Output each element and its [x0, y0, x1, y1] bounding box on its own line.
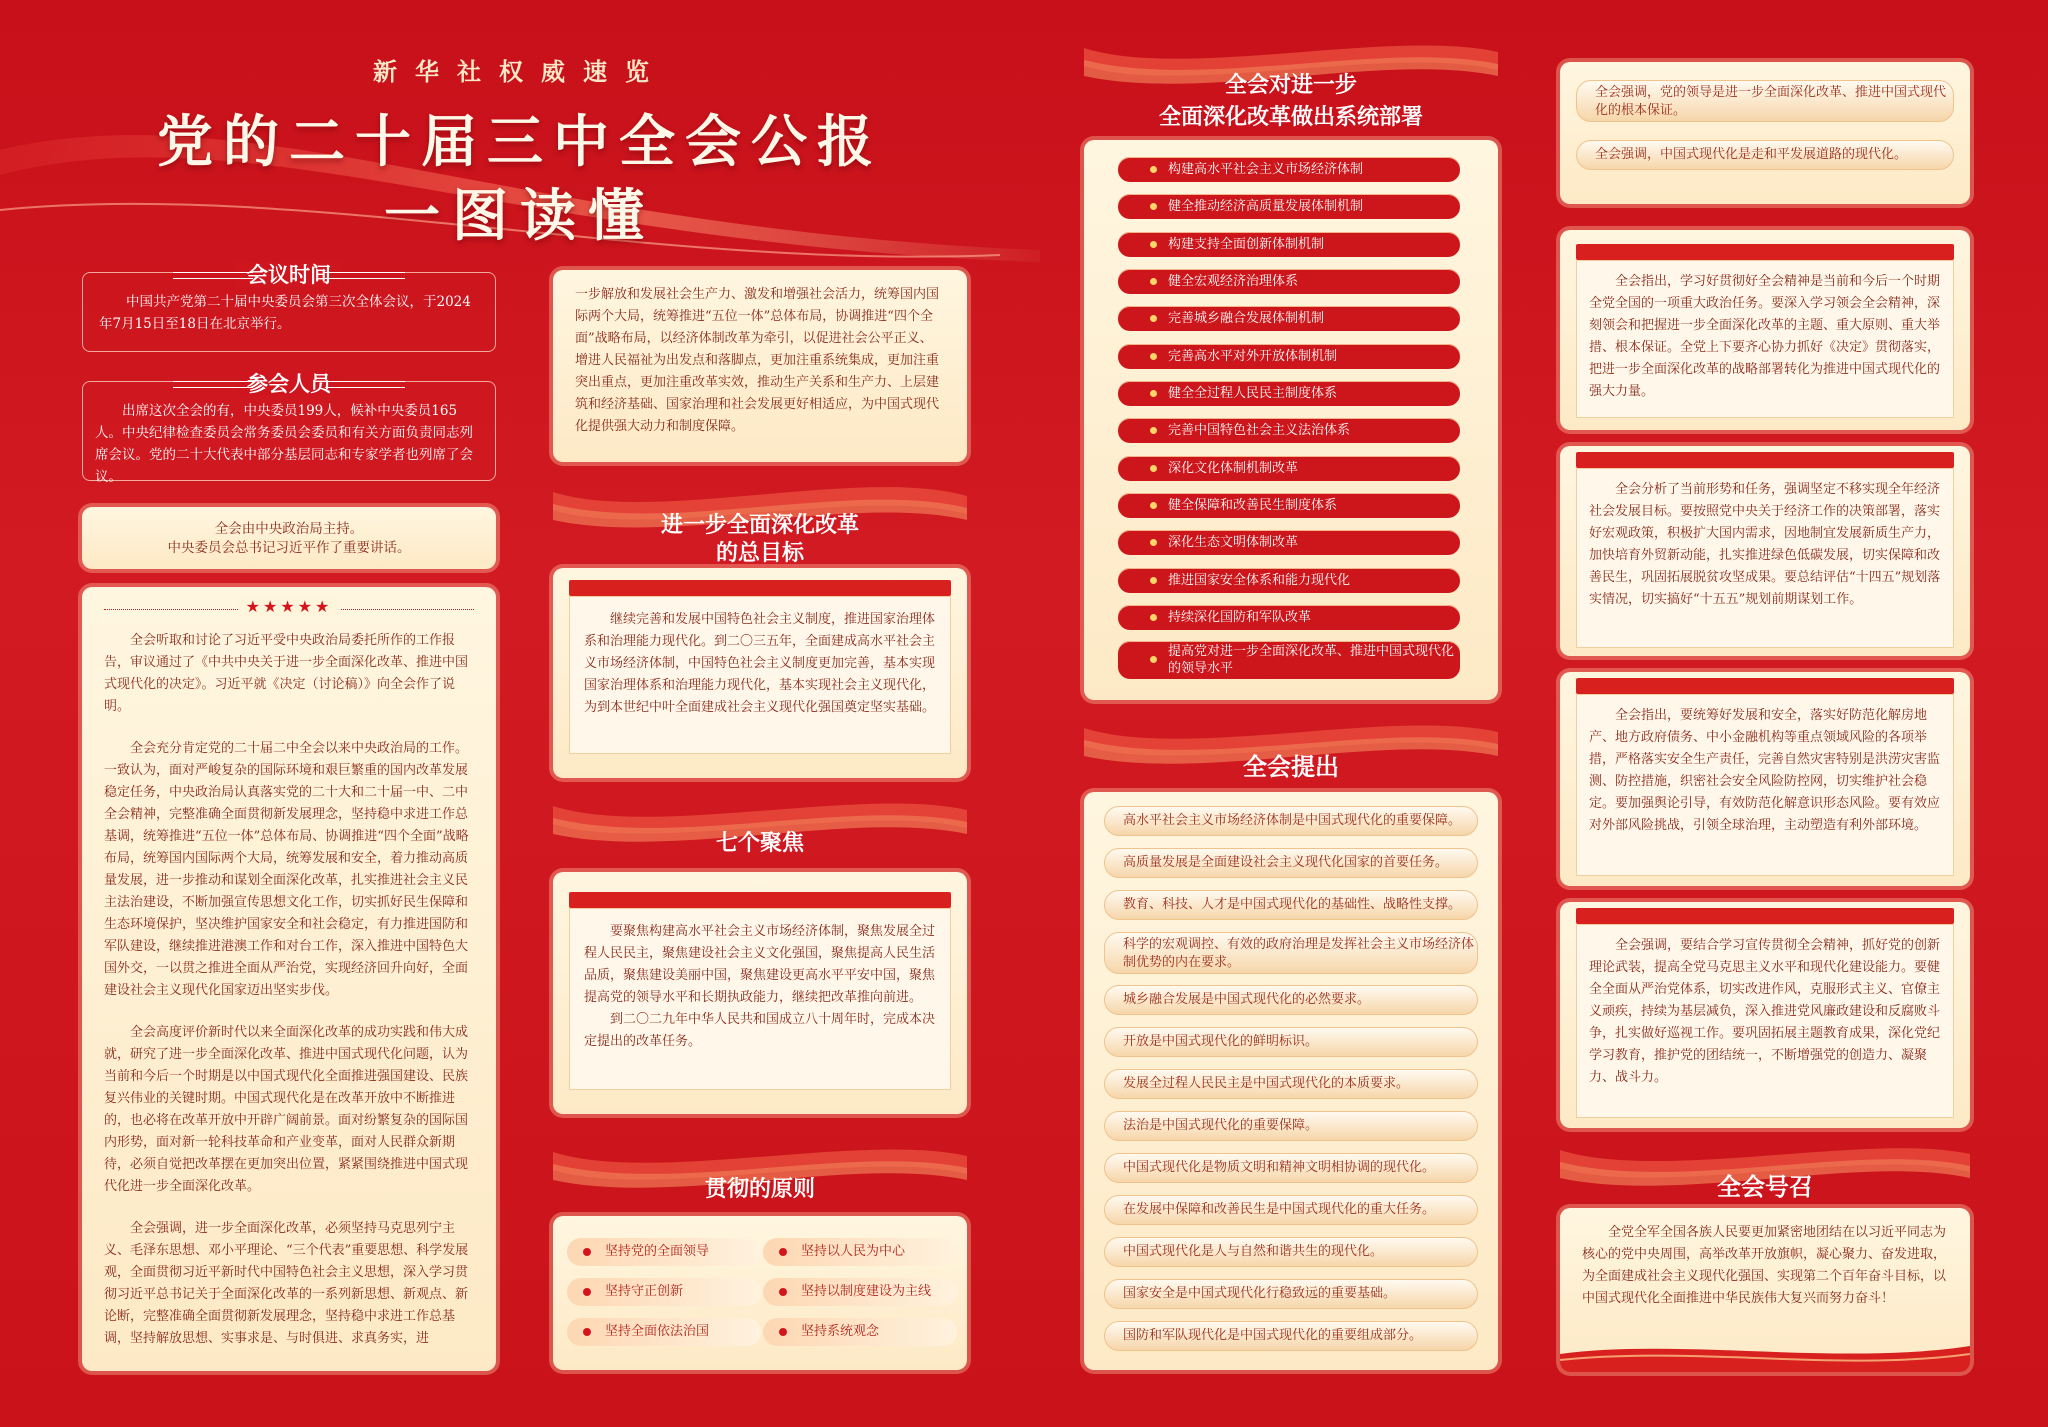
seven-focus-text-1: 要聚焦构建高水平社会主义市场经济体制，聚焦发展全过程人民民主，聚焦建设社会主义文化强国，聚焦提高人民生活品质，聚焦建设美丽中国，聚焦建设更高水平平安中国，聚焦提高党的领导水平和长期执政能力，继续把改革推向前进。	[584, 924, 936, 1005]
deploy-heading-line2: 全面深化改革做出系统部署	[1158, 104, 1423, 130]
goal-panel	[553, 568, 967, 778]
seven-focus-heading: 七个聚焦	[715, 830, 804, 856]
seven-focus-panel	[553, 872, 967, 1114]
goal-panel-bar	[569, 580, 951, 596]
emphasis-panel	[1560, 62, 1970, 204]
proposed-item: 国家安全是中国式现代化行稳致远的重要基础。	[1104, 1279, 1478, 1309]
seven-focus-panel-inner	[569, 908, 951, 1090]
study-text: 全会指出，学习好贯彻好全会精神是当前和今后一个时期全党全国的一项重大政治任务。要深入学习领会全会精神，深刻领会和把握进一步全面深化改革的主题、重大原则、重大举措、根本保证。全党上下要齐心协力抓好《决定》贯彻落实，把进一步全面深化改革的战略部署转化为推进中国式现代化的强大力量。	[1589, 274, 1941, 399]
deploy-item: 完善高水平对外开放体制机制	[1118, 344, 1460, 369]
bullet-dot-icon	[583, 1248, 591, 1256]
proposed-item: 科学的宏观调控、有效的政府治理是发挥社会主义市场经济体制优势的内在要求。	[1104, 932, 1478, 974]
host-line1: 全会由中央政治局主持。	[214, 521, 364, 537]
meeting-time-section	[82, 262, 496, 352]
host-line2: 中央委员会总书记习近平作了重要讲话。	[167, 540, 411, 556]
security-text: 全会指出，要统筹好发展和安全，落实好防范化解房地产、地方政府债务、中小金融机构等重点领域风险的各项举措，严格落实安全生产责任，完善自然灾害特别是洪涝灾害监测、防控措施，织密社会安全风险防控网，切实维护社会稳定。要加强舆论引导，有效防范化解意识形态风险。要有效应对外部风险挑战，引领全球治理，主动塑造有利外部环境。	[1589, 708, 1941, 833]
bullet-dot-icon	[1150, 502, 1157, 509]
participants-heading: 参会人员	[83, 368, 495, 398]
goal-heading-line1: 进一步全面深化改革	[660, 512, 859, 538]
principle-item: 坚持守正创新	[567, 1278, 761, 1306]
bullet-dot-icon	[1150, 315, 1157, 322]
bullet-dot-icon	[1150, 241, 1157, 248]
security-panel	[1560, 672, 1970, 886]
deploy-item: 健全保障和改善民生制度体系	[1118, 493, 1460, 518]
proposed-item: 教育、科技、人才是中国式现代化的基础性、战略性支撑。	[1104, 890, 1478, 920]
bullet-dot-icon	[1150, 278, 1157, 285]
participants-section	[82, 371, 496, 485]
bullet-dot-icon	[779, 1328, 787, 1336]
goal-heading-banner	[553, 474, 967, 564]
summary-paragraph-1: 全会听取和讨论了习近平受中央政治局委托所作的工作报告，审议通过了《中共中央关于进一步全面深化改革、推进中国式现代化的决定》。习近平就《决定（讨论稿）》向全会作了说明。	[104, 633, 469, 714]
situation-text: 全会分析了当前形势和任务，强调坚定不移实现全年经济社会发展目标。要按照党中央关于经济工作的决策部署，落实好宏观政策，积极扩大国内需求，因地制宜发展新质生产力，加快培育外贸新动能，扎实推进绿色低碳发展，切实保障和改善民生，巩固拓展脱贫攻坚成果。要总结评估“十四五”规划落实情况，切实搞好“十五五”规划前期谋划工作。	[1589, 482, 1941, 607]
call-text: 全党全军全国各族人民要更加紧密地团结在以习近平同志为核心的党中央周围，高举改革开放旗帜，凝心聚力、奋发进取，为全面建成社会主义现代化强国、实现第二个百年奋斗目标，以中国式现代化全面推进中华民族伟大复兴而努力奋斗！	[1582, 1225, 1947, 1306]
bullet-dot-icon	[1150, 166, 1157, 173]
deploy-heading-line1: 全会对进一步	[1224, 72, 1357, 98]
bullet-dot-icon	[1150, 353, 1157, 360]
party-building-panel-inner	[1576, 924, 1954, 1118]
bullet-dot-icon	[1150, 577, 1157, 584]
party-building-text: 全会强调，要结合学习宣传贯彻全会精神，抓好党的创新理论武装，提高全党马克思主义水平和现代化建设能力。要健全全面从严治党体系，切实改进作风，克服形式主义、官僚主义顽疾，持续为基层减负，深入推进党风廉政建设和反腐败斗争，扎实做好巡视工作。要巩固拓展主题教育成果，深化党纪学习教育，推护党的团结统一，不断增强党的创造力、凝聚力、战斗力。	[1589, 938, 1941, 1085]
proposed-item: 高质量发展是全面建设社会主义现代化国家的首要任务。	[1104, 848, 1478, 878]
goal-text: 继续完善和发展中国特色社会主义制度，推进国家治理体系和治理能力现代化。到二〇三五年，全面建成高水平社会主义市场经济体制，中国特色社会主义制度更加完善，基本实现国家治理体系和治理能力现代化，基本实现社会主义现代化，为到本世纪中叶全面建成社会主义现代化强国奠定坚实基础。	[584, 612, 936, 715]
principles-panel	[553, 1216, 967, 1370]
host-box	[82, 507, 496, 569]
seven-focus-text-2: 到二〇二九年中华人民共和国成立八十周年时，完成本决定提出的改革任务。	[584, 1012, 936, 1049]
proposed-item: 法治是中国式现代化的重要保障。	[1104, 1111, 1478, 1141]
proposed-heading-banner	[1084, 718, 1498, 788]
page-title-line2: 一图读懂	[384, 183, 656, 249]
principle-item: 坚持全面依法治国	[567, 1318, 761, 1346]
participants-text: 出席这次全会的有，中央委员199人，候补中央委员165人。中央纪律检查委员会常务委员会委员和有关方面负责同志列席会议。党的二十大代表中部分基层同志和专家学者也列席了会议。	[95, 403, 473, 485]
deploy-item: 健全推动经济高质量发展体制机制	[1118, 194, 1460, 219]
deploy-item: 健全宏观经济治理体系	[1118, 269, 1460, 294]
header-subtitle: 新华社权威速览	[373, 57, 667, 86]
stars-icon: ★★★★★	[238, 597, 341, 616]
call-heading-banner	[1560, 1144, 1970, 1208]
situation-panel	[1560, 446, 1970, 656]
bullet-dot-icon	[1150, 656, 1157, 663]
bullet-dot-icon	[1150, 539, 1157, 546]
bullet-dot-icon	[1150, 427, 1157, 434]
panel-bar	[1576, 244, 1954, 260]
deploy-item: 提高党对进一步全面深化改革、推进中国式现代化的领导水平	[1118, 641, 1460, 679]
principle-item: 坚持以制度建设为主线	[763, 1278, 957, 1306]
principle-item: 坚持以人民为中心	[763, 1238, 957, 1266]
deploy-item: 构建高水平社会主义市场经济体制	[1118, 157, 1460, 182]
deploy-item: 持续深化国防和军队改革	[1118, 605, 1460, 630]
bullet-dot-icon	[583, 1328, 591, 1336]
header	[0, 0, 1060, 270]
bottom-wave-decoration	[1560, 1332, 1970, 1372]
stars-divider	[104, 597, 474, 616]
principles-heading-banner	[553, 1142, 967, 1212]
deploy-item: 完善中国特色社会主义法治体系	[1118, 418, 1460, 443]
proposed-item: 在发展中保障和改善民生是中国式现代化的重大任务。	[1104, 1195, 1478, 1225]
continuation-text: 一步解放和发展社会生产力、激发和增强社会活力，统筹国内国际两个大局，统筹推进“五位一体”总体布局，协调推进“四个全面”战略布局，以经济体制改革为牵引，以促进社会公平正义、增进人民福祉为出发点和落脚点，更加注重系统集成，更加注重突出重点，更加注重改革实效，推动生产关系和生产力、上层建筑和经济基础、国家治理和社会发展更好相适应，为中国式现代化提供强大动力和制度保障。	[575, 287, 940, 434]
proposed-item: 开放是中国式现代化的鲜明标识。	[1104, 1027, 1478, 1057]
proposed-item: 中国式现代化是物质文明和精神文明相协调的现代化。	[1104, 1153, 1478, 1183]
situation-panel-inner	[1576, 468, 1954, 648]
proposed-item: 高水平社会主义市场经济体制是中国式现代化的重要保障。	[1104, 806, 1478, 836]
bullet-dot-icon	[1150, 390, 1157, 397]
security-panel-inner	[1576, 694, 1954, 876]
goal-panel-inner	[569, 596, 951, 754]
proposed-item: 中国式现代化是人与自然和谐共生的现代化。	[1104, 1237, 1478, 1267]
panel-bar	[1576, 452, 1954, 468]
deploy-heading-banner	[1084, 40, 1498, 136]
bullet-dot-icon	[1150, 203, 1157, 210]
study-panel-inner	[1576, 260, 1954, 418]
emphasis-item: 全会强调，中国式现代化是走和平发展道路的现代化。	[1576, 140, 1954, 170]
panel-bar	[1576, 908, 1954, 924]
continuation-panel	[553, 270, 967, 462]
meeting-time-text: 中国共产党第二十届中央委员会第三次全体会议，于2024年7月15日至18日在北京举行。	[99, 294, 471, 332]
seven-focus-panel-bar	[569, 892, 951, 908]
proposed-panel	[1084, 792, 1498, 1370]
principle-item: 坚持党的全面领导	[567, 1238, 761, 1266]
deploy-item: 完善城乡融合发展体制机制	[1118, 306, 1460, 331]
meeting-time-heading: 会议时间	[83, 259, 495, 289]
bullet-dot-icon	[779, 1288, 787, 1296]
deploy-item: 构建支持全面创新体制机制	[1118, 232, 1460, 257]
proposed-heading: 全会提出	[1243, 752, 1339, 781]
emphasis-item: 全会强调，党的领导是进一步全面深化改革、推进中国式现代化的根本保证。	[1576, 80, 1954, 122]
principles-heading: 贯彻的原则	[704, 1176, 815, 1202]
seven-focus-heading-banner	[553, 796, 967, 866]
deploy-item: 深化文化体制机制改革	[1118, 456, 1460, 481]
goal-heading-line2: 的总目标	[715, 540, 804, 566]
bullet-dot-icon	[779, 1248, 787, 1256]
bullet-dot-icon	[1150, 465, 1157, 472]
page-title: 党的二十届三中全会公报	[157, 109, 883, 175]
deploy-panel	[1084, 140, 1498, 700]
summary-panel	[82, 587, 496, 1371]
panel-bar	[1576, 678, 1954, 694]
call-heading: 全会号召	[1717, 1172, 1813, 1201]
summary-paragraph-2: 全会充分肯定党的二十届二中全会以来中央政治局的工作。一致认为，面对严峻复杂的国际环境和艰巨繁重的国内改革发展稳定任务，中央政治局认真落实党的二十大和二十届一中、二中全会精神，完整准确全面贯彻新发展理念，坚持稳中求进工作总基调，统筹推进“五位一体”总体布局、协调推进“四个全面”战略布局，统筹国内国际两个大局，统筹发展和安全，着力推动高质量发展，进一步推动和谋划全面深化改革，扎实推进社会主义民主法治建设，不断加强宣传思想文化工作，切实抓好民生保障和生态环境保护，坚决维护国家安全和社会稳定，有力推进国防和军队建设，继续推进港澳工作和对台工作，深入推进中国特色大国外交，一以贯之推进全面从严治党，实现经济回升向好，全面建设社会主义现代化国家迈出坚实步伐。	[104, 741, 469, 998]
principle-item: 坚持系统观念	[763, 1318, 957, 1346]
study-panel	[1560, 230, 1970, 430]
summary-paragraph-3: 全会高度评价新时代以来全面深化改革的成功实践和伟大成就，研究了进一步全面深化改革、推进中国式现代化问题，认为当前和今后一个时期是以中国式现代化全面推进强国建设、民族复兴伟业的关键时期。中国式现代化是在改革开放中不断推进的，也必将在改革开放中开辟广阔前景。面对纷繁复杂的国际国内形势，面对新一轮科技革命和产业变革，面对人民群众新期待，必须自觉把改革摆在更加突出位置，紧紧围绕推进中国式现代化进一步全面深化改革。	[104, 1025, 469, 1194]
party-building-panel	[1560, 902, 1970, 1128]
proposed-item: 发展全过程人民民主是中国式现代化的本质要求。	[1104, 1069, 1478, 1099]
proposed-item: 国防和军队现代化是中国式现代化的重要组成部分。	[1104, 1321, 1478, 1351]
deploy-item: 推进国家安全体系和能力现代化	[1118, 568, 1460, 593]
bullet-dot-icon	[583, 1288, 591, 1296]
summary-paragraph-4: 全会强调，进一步全面深化改革，必须坚持马克思列宁主义、毛泽东思想、邓小平理论、“三个代表”重要思想、科学发展观，全面贯彻习近平新时代中国特色社会主义思想，深入学习贯彻习近平总书记关于全面深化改革的一系列新思想、新观点、新论断，完整准确全面贯彻新发展理念，坚持稳中求进工作总基调，坚持解放思想、实事求是、与时俱进、求真务实，进	[104, 1221, 469, 1346]
bullet-dot-icon	[1150, 614, 1157, 621]
proposed-item: 城乡融合发展是中国式现代化的必然要求。	[1104, 985, 1478, 1015]
deploy-item: 健全全过程人民民主制度体系	[1118, 381, 1460, 406]
deploy-item: 深化生态文明体制改革	[1118, 530, 1460, 555]
call-panel	[1560, 1208, 1970, 1372]
